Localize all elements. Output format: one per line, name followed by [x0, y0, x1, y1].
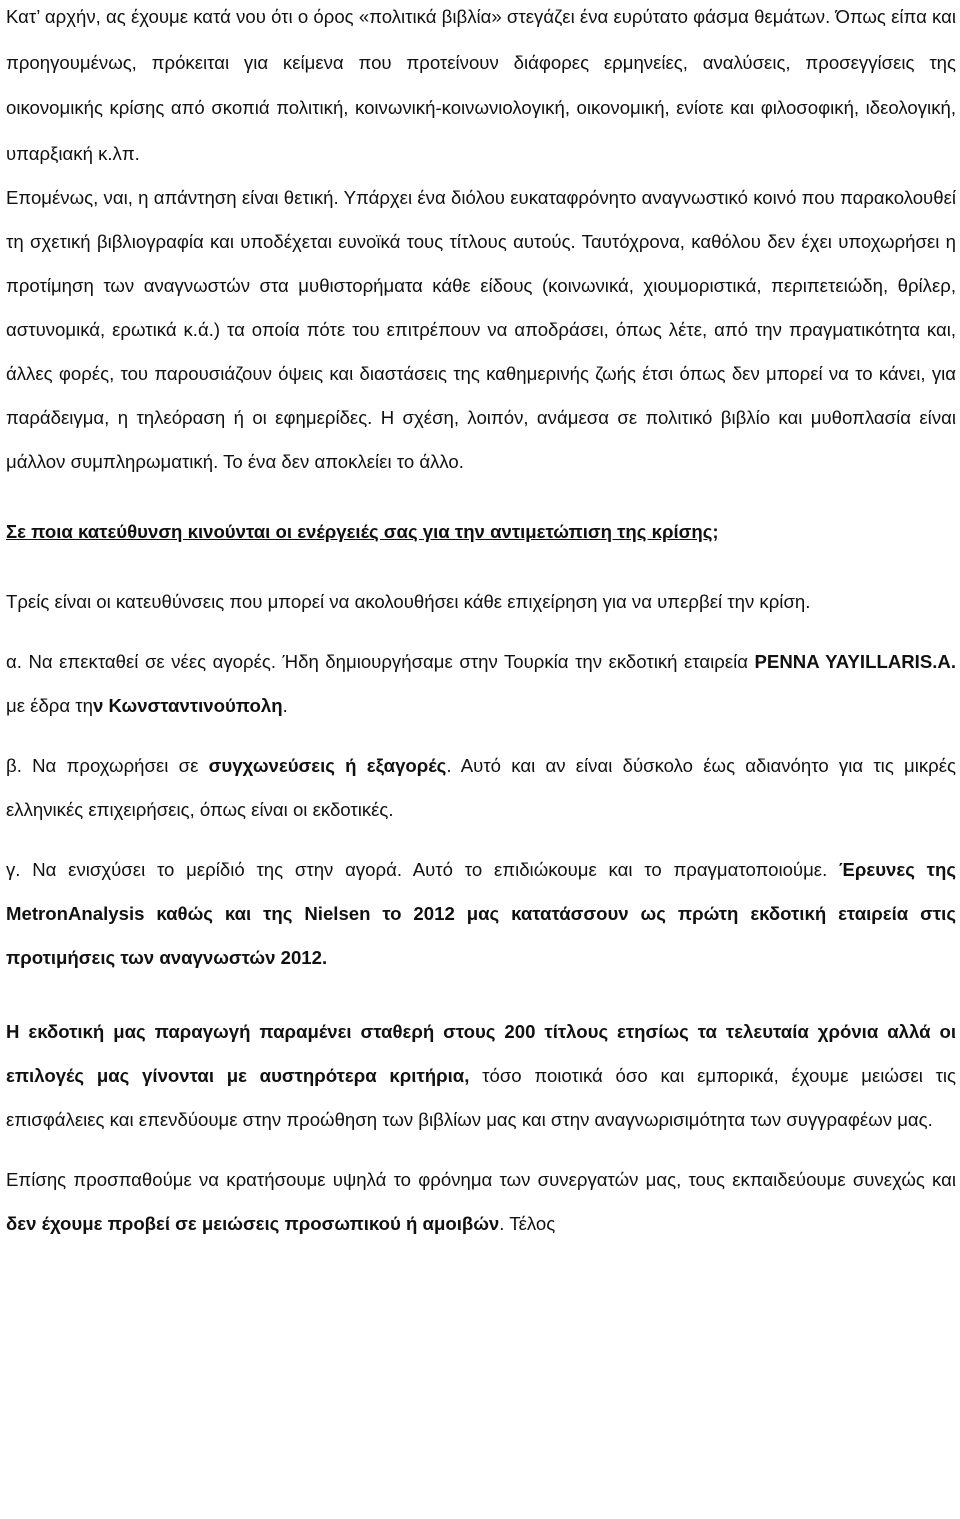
production-text: τόσο ποιοτικά όσο και εμπορικά, έχουμε μειώσει τις επισφάλειες και επενδύουμε στην προώθηση των βιβλίων μας και στην αναγνωρισιμότητα των συγγραφέων μας.	[6, 1065, 957, 1130]
staff-end: . Τέλος	[499, 1213, 556, 1234]
list-item-b-end: . Αυτό και αν είναι δύσκολο έως αδιανόητο για τις μικρές ελληνικές επιχειρήσεις, όπως είναι οι εκδοτικές.	[6, 755, 956, 820]
list-item-a-mid: με έδρα τη	[6, 695, 93, 716]
paragraph-production	[6, 1010, 956, 1142]
spacer	[6, 832, 956, 848]
spacer	[6, 624, 956, 640]
list-item-b-text: β. Να προχωρήσει σε	[6, 755, 209, 776]
list-item-a-text: α. Να επεκταθεί σε νέες αγορές. Ήδη δημιουργήσαμε στην Τουρκία την εκδοτική εταιρεία	[6, 651, 755, 672]
company-name: PENNA YAYILLARIS.A.	[754, 651, 956, 672]
document-page	[6, 0, 956, 1246]
spacer	[6, 1142, 956, 1158]
spacer	[6, 484, 956, 510]
list-item-c-text: γ. Να ενισχύσει το μερίδιό της στην αγορά. Αυτό το επιδιώκουμε και το πραγματοποιούμε.	[6, 859, 828, 880]
list-item-a	[6, 640, 956, 728]
city-name: ν Κωνσταντινούπολη	[93, 695, 283, 716]
spacer	[6, 980, 956, 1010]
list-item-a-end: .	[282, 695, 288, 716]
paragraph-readership: Επομένως, ναι, η απάντηση είναι θετική. Υπάρχει ένα διόλου ευκαταφρόνητο αναγνωστικό κοινό που παρακολουθεί τη σχετική βιβλιογραφία και υποδέχεται ευνοϊκά τους τίτλους αυτούς. Ταυτόχρονα, καθόλου δεν έχει υποχωρήσει η προτίμηση των αναγνωστών στα μυθιστορήματα κάθε είδους (κοινωνικά, χιουμοριστικά, περιπετειώδη, θρίλερ, αστυνομικά, ερωτικά κ.ά.) τα οποία πότε του επιτρέπουν να αποδράσει, όπως λέτε, από την πραγματικότητα και, άλλες φορές, του παρουσιάζουν όψεις και διαστάσεις της καθημερινής ζωής έτσι όπως δεν μπορεί να το κάνει, για παράδειγμα, η τηλεόραση ή οι εφημερίδες. Η σχέση, λοιπόν, ανάμεσα σε πολιτικό βιβλίο και μυθοπλασία είναι μάλλον συμπληρωματική. Το ένα δεν αποκλείει το άλλο.	[6, 187, 956, 472]
paragraph-directions-intro: Τρείς είναι οι κατευθύνσεις που μπορεί να ακολουθήσει κάθε επιχείρηση για να υπερβεί την κρίση.	[6, 591, 811, 612]
list-item-b	[6, 744, 956, 832]
spacer	[6, 554, 956, 580]
list-item-c	[6, 848, 956, 980]
production-emphasis: Η εκδοτική μας παραγωγή παραμένει σταθερή στους 200 τίτλους ετησίως τα τελευταία χρόνια αλλά οι επιλογές μας γίνονται με αυστηρότερα κριτήρια,	[6, 1021, 956, 1086]
staff-emphasis: δεν έχουμε προβεί σε μειώσεις προσωπικού ή αμοιβών	[6, 1213, 500, 1234]
paragraph-political-books: Κατ’ αρχήν, ας έχουμε κατά νου ότι ο όρος «πολιτικά βιβλία» στεγάζει ένα ευρύτατο φάσμα θεμάτων. Όπως είπα και προηγουμένως, πρόκειται για κείμενα που προτείνουν διάφορες ερμηνείες, αναλύσεις, προσεγγίσεις της οικονομικής κρίσης από σκοπιά πολιτική, κοινωνική-κοινωνιολογική, οικονομική, ενίοτε και φιλοσοφική, ιδεολογική, υπαρξιακή κ.λπ.	[6, 6, 956, 164]
research-ranking-emphasis: Έρευνες της MetronAnalysis καθώς και της Nielsen το 2012 μας κατατάσσουν ως πρώτη εκδοτική εταιρεία στις προτιμήσεις των αναγνωστών 2012.	[6, 859, 956, 968]
paragraph-staff	[6, 1158, 956, 1246]
interview-question: Σε ποια κατεύθυνση κινούνται οι ενέργειές σας για την αντιμετώπιση της κρίσης;	[6, 521, 719, 542]
staff-text: Επίσης προσπαθούμε να κρατήσουμε υψηλά το φρόνημα των συνεργατών μας, τους εκπαιδεύουμε συνεχώς και	[6, 1169, 956, 1190]
mergers-emphasis: συγχωνεύσεις ή εξαγορές	[208, 755, 447, 776]
spacer	[6, 728, 956, 744]
